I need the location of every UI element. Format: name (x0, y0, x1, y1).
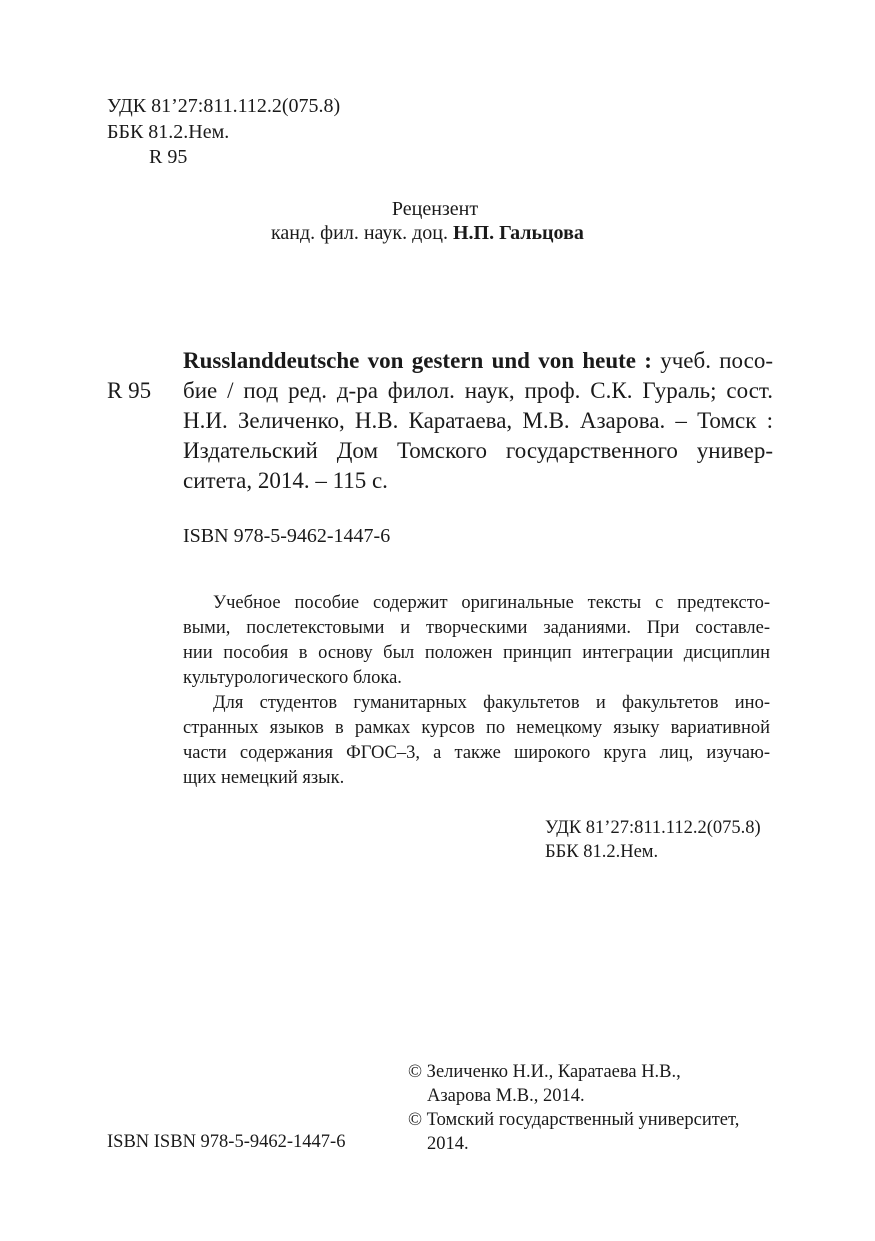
classification-bbk: ББК 81.2.Нем. (545, 842, 659, 862)
reviewer-line (271, 219, 584, 247)
reviewer-label: Рецензент (391, 198, 479, 220)
biblio-line-5: ситета, 2014. – 115 с. (183, 468, 388, 493)
copyright-line-1: © Зеличенко Н.И., Каратаева Н.В., (408, 1062, 681, 1082)
reviewer-name: Н.П. Гальцова (452, 222, 584, 244)
bottom-isbn: ISBN ISBN 978-5-9462-1447-6 (107, 1132, 346, 1152)
annotation-p1-line: Учебное пособие содержит оригинальные тексты с предтексто- (213, 593, 770, 613)
biblio-line-1: Russlanddeutsche von gestern und von heute : учеб. посо- (183, 348, 774, 373)
header-bbk: ББК 81.2.Нем. (107, 121, 230, 143)
annotation-p2-line: странных языков в рамках курсов по немецкому языку вариативной (183, 718, 770, 738)
annotation-p2-line: Для студентов гуманитарных факультетов и факультетов ино- (213, 693, 770, 713)
copyright-line-3: © Томский государственный университет, (408, 1110, 740, 1130)
annotation-p1-line: выми, послетекстовыми и творческими заданиями. При составле- (183, 618, 770, 638)
reviewer-title: канд. фил. наук. доц. (271, 222, 448, 244)
biblio-line-4: Издательский Дом Томского государственного универ- (183, 438, 773, 463)
annotation (183, 591, 770, 791)
book-title: Russlanddeutsche von gestern und von heute : (183, 348, 652, 373)
isbn: ISBN 978-5-9462-1447-6 (183, 525, 391, 547)
biblio-description (183, 346, 773, 496)
biblio-line-2: бие / под ред. д-ра филол. наук, проф. С.К. Гураль; сост. (183, 378, 773, 403)
annotation-p2-line: части содержания ФГОС–3, а также широкого круга лиц, изучаю- (183, 743, 770, 763)
biblio-line-3: Н.И. Зеличенко, Н.В. Каратаева, М.В. Азарова. – Томск : (183, 408, 773, 433)
classification-udk: УДК 81’27:811.112.2(075.8) (545, 818, 761, 838)
copyright-line-2: Азарова М.В., 2014. (427, 1086, 585, 1106)
header-udk: УДК 81’27:811.112.2(075.8) (107, 95, 341, 117)
copyright-line-4: 2014. (427, 1134, 469, 1154)
annotation-p2-line: щих немецкий язык. (183, 768, 345, 788)
header-author-mark: R 95 (149, 146, 188, 168)
annotation-p1-line: культурологического блока. (183, 668, 402, 688)
annotation-p1-line: нии пособия в основу был положен принцип интеграции дисциплин (183, 643, 770, 663)
biblio-author-mark: R 95 (107, 378, 152, 403)
